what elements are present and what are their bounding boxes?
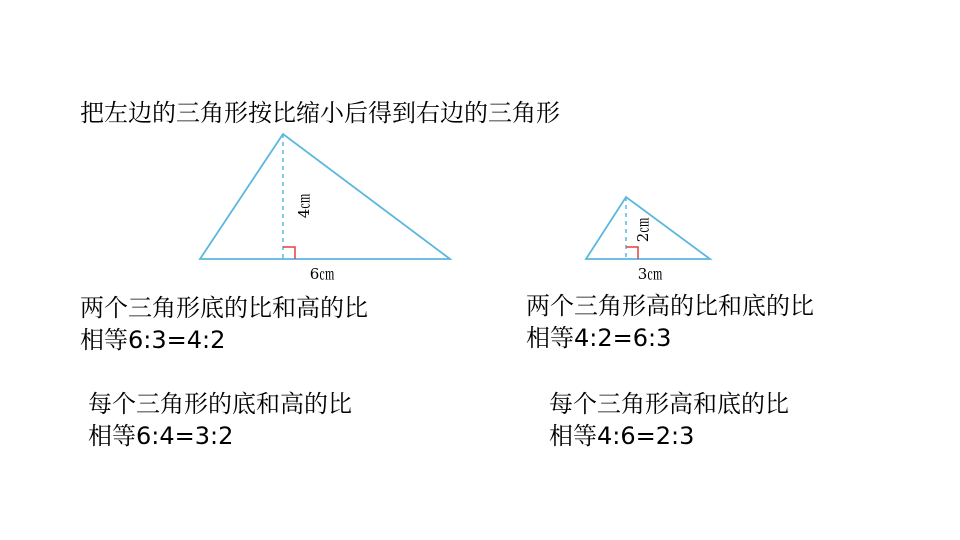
left-ratio-text-1 bbox=[80, 292, 368, 356]
left-triangle bbox=[200, 134, 450, 283]
slide-title: 把左边的三角形按比缩小后得到右边的三角形 bbox=[80, 99, 560, 127]
left-right-angle-mark bbox=[283, 247, 295, 259]
left-base-label: 6㎝ bbox=[309, 265, 335, 283]
left-ratio-text-2-line2: 相等6:4=3:2 bbox=[88, 422, 234, 450]
left-ratio-text-2 bbox=[88, 388, 352, 452]
right-base-label: 3㎝ bbox=[637, 265, 663, 283]
right-right-angle-mark bbox=[626, 247, 638, 259]
right-ratio-text-2-line2: 相等4:6=2:3 bbox=[549, 422, 695, 450]
right-triangle bbox=[586, 197, 710, 283]
left-height-label: 4㎝ bbox=[295, 193, 313, 219]
left-ratio-text-1-line2: 相等6:3=4:2 bbox=[80, 326, 226, 354]
left-ratio-text-1-line1: 两个三角形底的比和高的比 bbox=[80, 294, 368, 322]
right-ratio-text-2 bbox=[549, 388, 789, 452]
left-ratio-text-2-line1: 每个三角形的底和高的比 bbox=[88, 390, 352, 418]
right-ratio-text-2-line1: 每个三角形高和底的比 bbox=[549, 390, 789, 418]
left-triangle-shape bbox=[200, 134, 450, 259]
right-ratio-text-1-line1: 两个三角形高的比和底的比 bbox=[526, 292, 814, 320]
right-height-label: 2㎝ bbox=[634, 217, 652, 243]
right-ratio-text-1 bbox=[526, 290, 814, 354]
right-ratio-text-1-line2: 相等4:2=6:3 bbox=[526, 324, 672, 352]
